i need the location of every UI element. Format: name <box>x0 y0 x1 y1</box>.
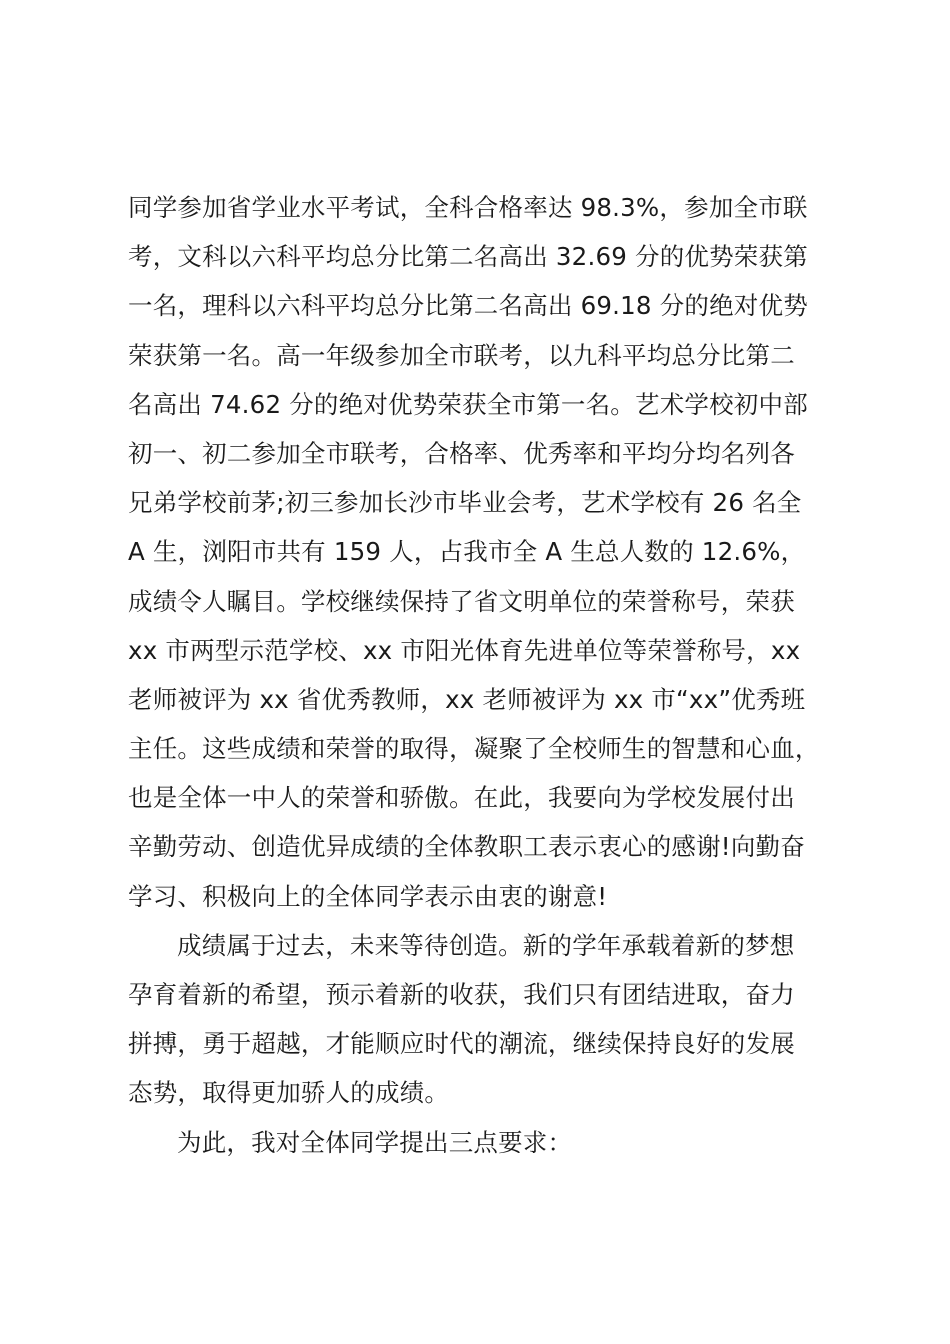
text-line: 态势，取得更加骄人的成绩。 <box>128 1078 450 1108</box>
text-line: 主任。这些成绩和荣誉的取得，凝聚了全校师生的智慧和心血， <box>128 734 820 764</box>
text-line: 名高出 74.62 分的绝对优势荣获全市第一名。艺术学校初中部 <box>128 389 808 419</box>
text-line: 兄弟学校前茅;初三参加长沙市毕业会考，艺术学校有 26 名全 <box>128 488 802 518</box>
text-line: 成绩令人瞩目。学校继续保持了省文明单位的荣誉称号，荣获 <box>128 586 795 616</box>
text-line: xx 市两型示范学校、xx 市阳光体育先进单位等荣誉称号，xx <box>128 635 801 665</box>
paragraph-first-line: 为此，我对全体同学提出三点要求： <box>177 1127 573 1157</box>
document-body <box>128 183 848 1167</box>
text-line: 考，文科以六科平均总分比第二名高出 32.69 分的优势荣获第 <box>128 242 808 272</box>
text-line: 初一、初二参加全市联考，合格率、优秀率和平均分均名列各 <box>128 438 795 468</box>
text-line: A 生，浏阳市共有 159 人，占我市全 A 生总人数的 12.6%， <box>128 537 806 567</box>
text-line: 拼搏，勇于超越，才能顺应时代的潮流，继续保持良好的发展 <box>128 1029 795 1059</box>
paragraph-first-line: 成绩属于过去，未来等待创造。新的学年承载着新的梦想 <box>177 930 795 960</box>
text-line: 一名，理科以六科平均总分比第二名高出 69.18 分的绝对优势 <box>128 291 808 321</box>
text-line: 也是全体一中人的荣誉和骄傲。在此，我要向为学校发展付出 <box>128 783 795 813</box>
text-line: 学习、积极向上的全体同学表示由衷的谢意! <box>128 881 608 911</box>
text-line: 荣获第一名。高一年级参加全市联考，以九科平均总分比第二 <box>128 340 795 370</box>
text-line: 辛勤劳动、创造优异成绩的全体教职工表示衷心的感谢!向勤奋 <box>128 832 805 862</box>
text-line: 老师被评为 xx 省优秀教师，xx 老师被评为 xx 市“xx”优秀班 <box>128 684 806 714</box>
text-line: 同学参加省学业水平考试，全科合格率达 98.3%，参加全市联 <box>128 193 808 222</box>
text-line: 孕育着新的希望，预示着新的收获，我们只有团结进取，奋力 <box>128 980 795 1009</box>
